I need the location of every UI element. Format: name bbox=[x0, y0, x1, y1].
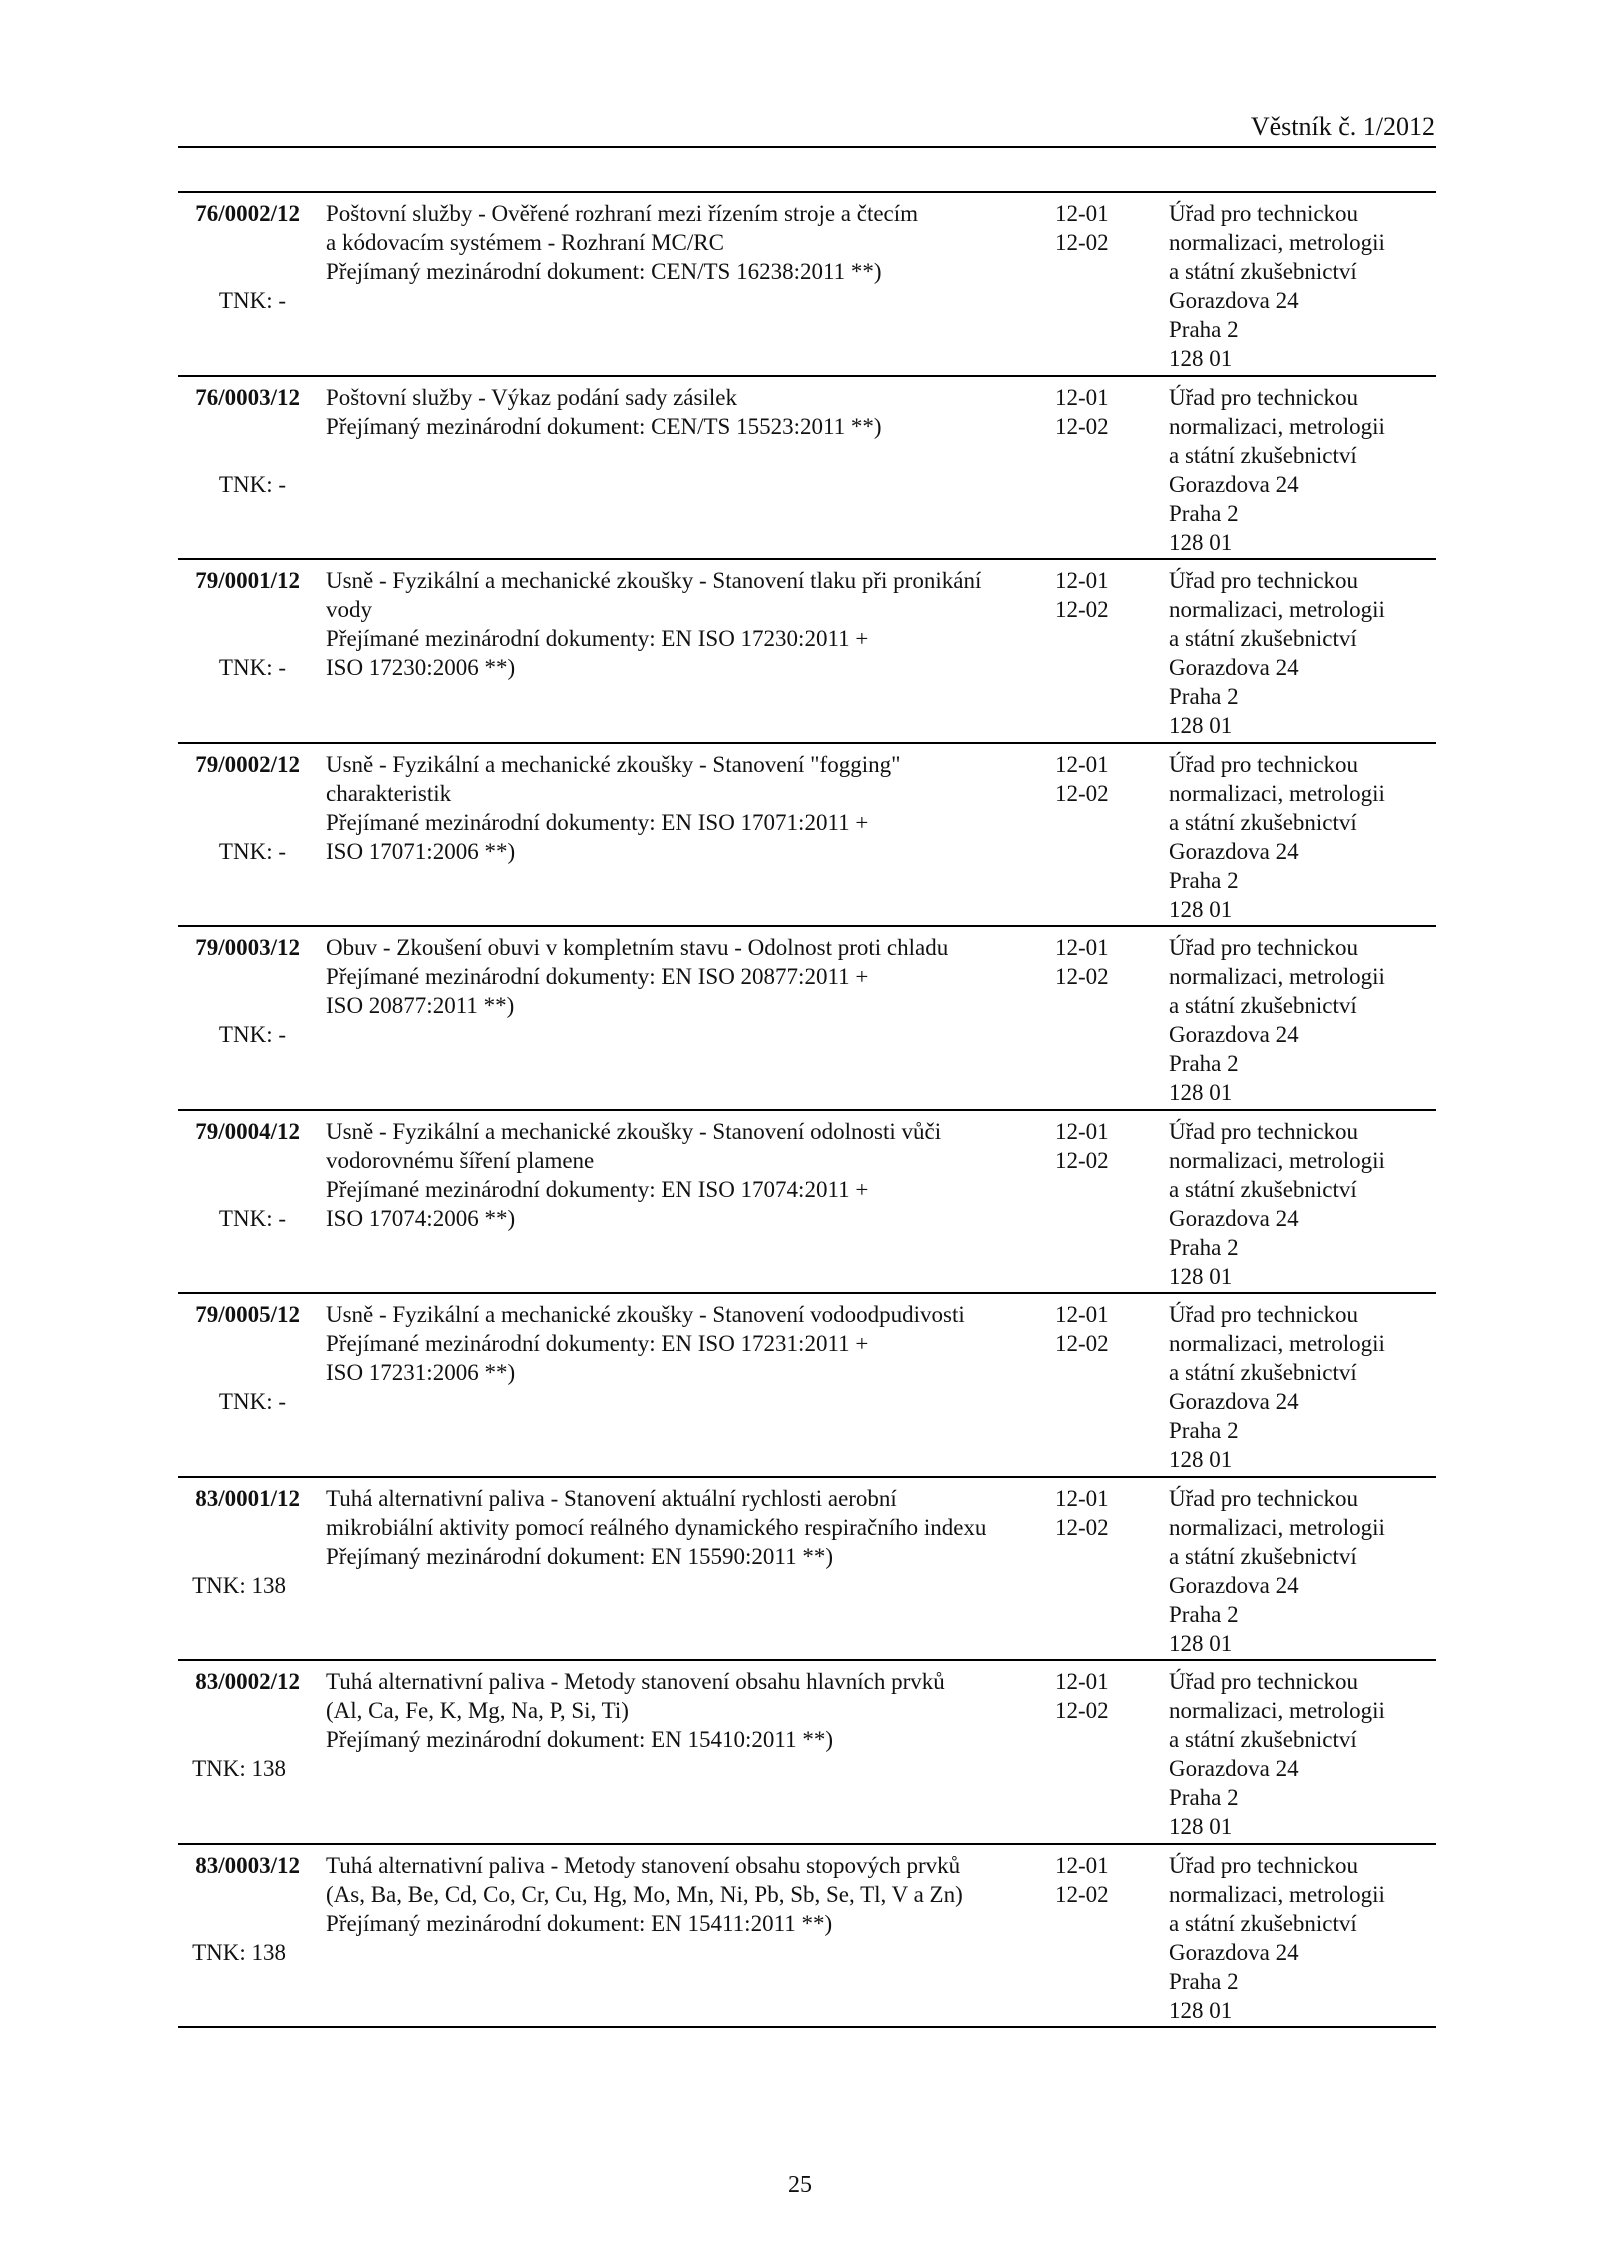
entry-title bbox=[326, 1300, 1061, 1387]
entry-dates bbox=[1055, 750, 1135, 808]
entry-office-line: Praha 2 bbox=[1169, 1051, 1239, 1076]
standard-entry bbox=[178, 1478, 1436, 1662]
entry-title-line: a kódovacím systémem - Rozhraní MC/RC bbox=[326, 230, 724, 255]
entry-date: 12-02 bbox=[1055, 1698, 1109, 1723]
entry-title-line: Přejímaný mezinárodní dokument: EN 15411:2011 **) bbox=[326, 1910, 833, 1936]
entry-office-line: 128 01 bbox=[1169, 346, 1233, 371]
entry-title-line: Přejímaný mezinárodní dokument: EN 15590:2011 **) bbox=[326, 1543, 833, 1569]
header-divider bbox=[178, 146, 1436, 148]
entry-office-line: Gorazdova 24 bbox=[1169, 1205, 1299, 1231]
entry-title-line: ISO 20877:2011 **) bbox=[326, 993, 515, 1018]
entry-office-line: Úřad pro technickou bbox=[1169, 1302, 1359, 1327]
entry-code: 83/0002/12 bbox=[195, 1669, 300, 1694]
entry-dates bbox=[1055, 1300, 1135, 1358]
entry-office-address bbox=[1169, 1484, 1429, 1658]
standard-entry bbox=[178, 1661, 1436, 1845]
entry-office-address bbox=[1169, 1851, 1429, 2025]
entry-office-line: 128 01 bbox=[1169, 1997, 1233, 2023]
entry-title-line: ISO 17074:2006 **) bbox=[326, 1205, 516, 1231]
entry-office-line: Praha 2 bbox=[1169, 317, 1239, 342]
entry-office-line: 128 01 bbox=[1169, 896, 1233, 922]
entry-office-line: Gorazdova 24 bbox=[1169, 1756, 1299, 1781]
entry-title bbox=[326, 1117, 1061, 1233]
entry-title-line: Obuv - Zkoušení obuvi v kompletním stavu - Odolnost proti chladu bbox=[326, 935, 949, 960]
entry-office-line: a státní zkušebnictví bbox=[1169, 1727, 1357, 1752]
entry-title-line: Tuhá alternativní paliva - Stanovení aktuální rychlosti aerobní bbox=[326, 1485, 897, 1511]
entry-tnk: TNK: - bbox=[218, 288, 286, 313]
entry-dates bbox=[1055, 1117, 1135, 1175]
entry-date: 12-02 bbox=[1055, 230, 1109, 255]
entry-dates bbox=[1055, 1851, 1135, 1909]
entry-date: 12-01 bbox=[1055, 751, 1109, 777]
entry-dates bbox=[1055, 566, 1135, 624]
entry-office-line: Úřad pro technickou bbox=[1169, 384, 1359, 410]
page-number: 25 bbox=[788, 2172, 812, 2198]
entry-office-line: Úřad pro technickou bbox=[1169, 1485, 1359, 1511]
entry-office-line: 128 01 bbox=[1169, 1263, 1233, 1289]
entry-office-line: a státní zkušebnictví bbox=[1169, 626, 1357, 651]
entry-title-line: Přejímané mezinárodní dokumenty: EN ISO 17231:2011 + bbox=[326, 1331, 869, 1356]
entry-date: 12-02 bbox=[1055, 1881, 1109, 1907]
entry-office-line: a státní zkušebnictví bbox=[1169, 1360, 1357, 1385]
standard-entry bbox=[178, 560, 1436, 744]
entry-code: 79/0001/12 bbox=[195, 568, 300, 593]
entry-office-line: normalizaci, metrologii bbox=[1169, 1698, 1385, 1723]
entry-title-line: mikrobiální aktivity pomocí reálného dynamického respiračního indexu bbox=[326, 1514, 987, 1540]
entry-office-line: Praha 2 bbox=[1169, 1968, 1239, 1994]
entry-office-line: Gorazdova 24 bbox=[1169, 288, 1299, 313]
entry-office-line: 128 01 bbox=[1169, 1630, 1233, 1656]
entry-title bbox=[326, 566, 1061, 682]
entry-title-line: Přejímané mezinárodní dokumenty: EN ISO 20877:2011 + bbox=[326, 964, 869, 989]
entry-date: 12-01 bbox=[1055, 1852, 1109, 1878]
entry-date: 12-01 bbox=[1055, 1302, 1109, 1327]
entry-office-line: a státní zkušebnictví bbox=[1169, 809, 1357, 835]
entry-office-line: Praha 2 bbox=[1169, 1601, 1239, 1627]
entry-code: 76/0003/12 bbox=[195, 384, 300, 410]
entry-office-line: Praha 2 bbox=[1169, 1418, 1239, 1443]
entry-tnk: TNK: - bbox=[218, 471, 286, 497]
entry-office-address bbox=[1169, 750, 1429, 924]
entry-title-line: Poštovní služby - Výkaz podání sady zásilek bbox=[326, 384, 737, 410]
entry-title-line: Přejímaný mezinárodní dokument: CEN/TS 16238:2011 **) bbox=[326, 259, 882, 284]
entry-office-line: a státní zkušebnictví bbox=[1169, 993, 1357, 1018]
entry-title bbox=[326, 750, 1061, 866]
entry-date: 12-02 bbox=[1055, 1331, 1109, 1356]
entry-office-line: normalizaci, metrologii bbox=[1169, 413, 1385, 439]
entry-title bbox=[326, 1667, 1061, 1754]
entry-title-line: Přejímané mezinárodní dokumenty: EN ISO 17230:2011 + bbox=[326, 626, 869, 651]
entry-office-line: normalizaci, metrologii bbox=[1169, 597, 1385, 622]
entry-title-line: Tuhá alternativní paliva - Metody stanovení obsahu hlavních prvků bbox=[326, 1669, 945, 1694]
entry-office-line: Úřad pro technickou bbox=[1169, 1852, 1359, 1878]
entry-tnk: TNK: 138 bbox=[192, 1939, 286, 1965]
entry-date: 12-01 bbox=[1055, 1485, 1109, 1511]
entry-office-address bbox=[1169, 933, 1429, 1107]
entry-title-line: ISO 17071:2006 **) bbox=[326, 838, 516, 864]
entry-title bbox=[326, 1484, 1061, 1571]
entry-title-line: Přejímaný mezinárodní dokument: EN 15410:2011 **) bbox=[326, 1727, 833, 1752]
entry-tnk: TNK: - bbox=[218, 1022, 286, 1047]
entry-office-line: Gorazdova 24 bbox=[1169, 1572, 1299, 1598]
entry-date: 12-02 bbox=[1055, 1147, 1109, 1173]
entry-title-line: ISO 17231:2006 **) bbox=[326, 1360, 516, 1385]
entry-office-line: a státní zkušebnictví bbox=[1169, 1176, 1357, 1202]
entry-office-line: a státní zkušebnictví bbox=[1169, 1543, 1357, 1569]
entry-dates bbox=[1055, 199, 1135, 257]
entry-title-line: Usně - Fyzikální a mechanické zkoušky - Stanovení odolnosti vůči bbox=[326, 1118, 942, 1144]
entry-office-line: Gorazdova 24 bbox=[1169, 838, 1299, 864]
entry-tnk: TNK: - bbox=[218, 1389, 286, 1414]
entry-title-line: (Al, Ca, Fe, K, Mg, Na, P, Si, Ti) bbox=[326, 1698, 629, 1723]
entry-office-address bbox=[1169, 199, 1429, 373]
entry-date: 12-02 bbox=[1055, 964, 1109, 989]
entry-office-line: normalizaci, metrologii bbox=[1169, 1881, 1385, 1907]
entry-title-line: Přejímané mezinárodní dokumenty: EN ISO 17074:2011 + bbox=[326, 1176, 869, 1202]
standard-entry bbox=[178, 1845, 1436, 2029]
entry-code: 83/0001/12 bbox=[195, 1485, 300, 1511]
entry-office-line: Praha 2 bbox=[1169, 500, 1239, 526]
entry-office-line: Gorazdova 24 bbox=[1169, 1389, 1299, 1414]
standard-entry bbox=[178, 193, 1436, 377]
entry-office-address bbox=[1169, 1300, 1429, 1474]
entry-title-line: charakteristik bbox=[326, 780, 452, 806]
entry-title-line: ISO 17230:2006 **) bbox=[326, 655, 516, 680]
entry-office-line: a státní zkušebnictví bbox=[1169, 1910, 1357, 1936]
entry-tnk: TNK: - bbox=[218, 1205, 286, 1231]
entry-code: 76/0002/12 bbox=[195, 201, 300, 226]
entry-office-line: Gorazdova 24 bbox=[1169, 655, 1299, 680]
entry-office-line: Gorazdova 24 bbox=[1169, 1022, 1299, 1047]
entry-office-line: a státní zkušebnictví bbox=[1169, 442, 1357, 468]
entry-office-line: Gorazdova 24 bbox=[1169, 1939, 1299, 1965]
entry-date: 12-01 bbox=[1055, 384, 1109, 410]
entry-office-address bbox=[1169, 1667, 1429, 1841]
entry-date: 12-02 bbox=[1055, 1514, 1109, 1540]
entry-office-line: Úřad pro technickou bbox=[1169, 568, 1359, 593]
entry-office-line: normalizaci, metrologii bbox=[1169, 1514, 1385, 1540]
entry-title-line: vody bbox=[326, 597, 372, 622]
entry-office-line: normalizaci, metrologii bbox=[1169, 230, 1385, 255]
entry-date: 12-01 bbox=[1055, 1669, 1109, 1694]
entry-office-line: Praha 2 bbox=[1169, 1785, 1239, 1810]
entry-code: 83/0003/12 bbox=[195, 1852, 300, 1878]
entry-dates bbox=[1055, 1484, 1135, 1542]
entry-office-line: 128 01 bbox=[1169, 1447, 1233, 1472]
standard-entry bbox=[178, 1111, 1436, 1295]
standards-list bbox=[178, 193, 1436, 2028]
entry-title-line: (As, Ba, Be, Cd, Co, Cr, Cu, Hg, Mo, Mn, Ni, Pb, Sb, Se, Tl, V a Zn) bbox=[326, 1881, 963, 1907]
entry-code: 79/0003/12 bbox=[195, 935, 300, 960]
entry-office-line: 128 01 bbox=[1169, 713, 1233, 738]
entry-date: 12-01 bbox=[1055, 1118, 1109, 1144]
entry-dates bbox=[1055, 933, 1135, 991]
entry-office-line: normalizaci, metrologii bbox=[1169, 964, 1385, 989]
entry-tnk: TNK: - bbox=[218, 655, 286, 680]
entry-office-address bbox=[1169, 566, 1429, 740]
entry-office-line: Praha 2 bbox=[1169, 1234, 1239, 1260]
entry-title-line: Tuhá alternativní paliva - Metody stanovení obsahu stopových prvků bbox=[326, 1852, 961, 1878]
standard-entry bbox=[178, 927, 1436, 1111]
entry-date: 12-02 bbox=[1055, 780, 1109, 806]
entry-office-line: 128 01 bbox=[1169, 529, 1233, 555]
entry-title-line: Usně - Fyzikální a mechanické zkoušky - Stanovení tlaku při pronikání bbox=[326, 568, 982, 593]
entry-title-line: Usně - Fyzikální a mechanické zkoušky - Stanovení "fogging" bbox=[326, 751, 901, 777]
entry-office-line: normalizaci, metrologii bbox=[1169, 1331, 1385, 1356]
entry-title bbox=[326, 1851, 1061, 1938]
entry-office-line: Gorazdova 24 bbox=[1169, 471, 1299, 497]
entry-title bbox=[326, 199, 1061, 286]
entry-office-line: Úřad pro technickou bbox=[1169, 201, 1359, 226]
entry-tnk: TNK: - bbox=[218, 838, 286, 864]
entry-office-line: Úřad pro technickou bbox=[1169, 1118, 1359, 1144]
entry-office-line: Praha 2 bbox=[1169, 867, 1239, 893]
entry-office-address bbox=[1169, 1117, 1429, 1291]
entry-office-address bbox=[1169, 383, 1429, 557]
entry-title-line: Poštovní služby - Ověřené rozhraní mezi řízením stroje a čtecím bbox=[326, 201, 919, 226]
standard-entry bbox=[178, 744, 1436, 928]
entry-tnk: TNK: 138 bbox=[192, 1572, 286, 1598]
entry-title-line: vodorovnému šíření plamene bbox=[326, 1147, 595, 1173]
entry-dates bbox=[1055, 1667, 1135, 1725]
entry-code: 79/0005/12 bbox=[195, 1302, 300, 1327]
entry-office-line: normalizaci, metrologii bbox=[1169, 1147, 1385, 1173]
entry-office-line: Praha 2 bbox=[1169, 684, 1239, 709]
entry-office-line: 128 01 bbox=[1169, 1080, 1233, 1105]
entry-code: 79/0004/12 bbox=[195, 1118, 300, 1144]
entry-dates bbox=[1055, 383, 1135, 441]
standard-entry bbox=[178, 377, 1436, 561]
entry-office-line: a státní zkušebnictví bbox=[1169, 259, 1357, 284]
entry-title bbox=[326, 933, 1061, 1020]
entry-date: 12-01 bbox=[1055, 568, 1109, 593]
entry-date: 12-02 bbox=[1055, 597, 1109, 622]
entry-office-line: 128 01 bbox=[1169, 1814, 1233, 1839]
entry-tnk: TNK: 138 bbox=[192, 1756, 286, 1781]
entry-title-line: Usně - Fyzikální a mechanické zkoušky - Stanovení vodoodpudivosti bbox=[326, 1302, 965, 1327]
entry-office-line: Úřad pro technickou bbox=[1169, 935, 1359, 960]
entry-title-line: Přejímaný mezinárodní dokument: CEN/TS 15523:2011 **) bbox=[326, 413, 882, 439]
entry-office-line: Úřad pro technickou bbox=[1169, 1669, 1359, 1694]
page-header-title: Věstník č. 1/2012 bbox=[1250, 112, 1435, 141]
entry-title bbox=[326, 383, 1061, 441]
entry-office-line: normalizaci, metrologii bbox=[1169, 780, 1385, 806]
entry-date: 12-01 bbox=[1055, 201, 1109, 226]
entry-date: 12-01 bbox=[1055, 935, 1109, 960]
entry-office-line: Úřad pro technickou bbox=[1169, 751, 1359, 777]
entry-date: 12-02 bbox=[1055, 413, 1109, 439]
standard-entry bbox=[178, 1294, 1436, 1478]
entry-code: 79/0002/12 bbox=[195, 751, 300, 777]
entry-title-line: Přejímané mezinárodní dokumenty: EN ISO 17071:2011 + bbox=[326, 809, 869, 835]
